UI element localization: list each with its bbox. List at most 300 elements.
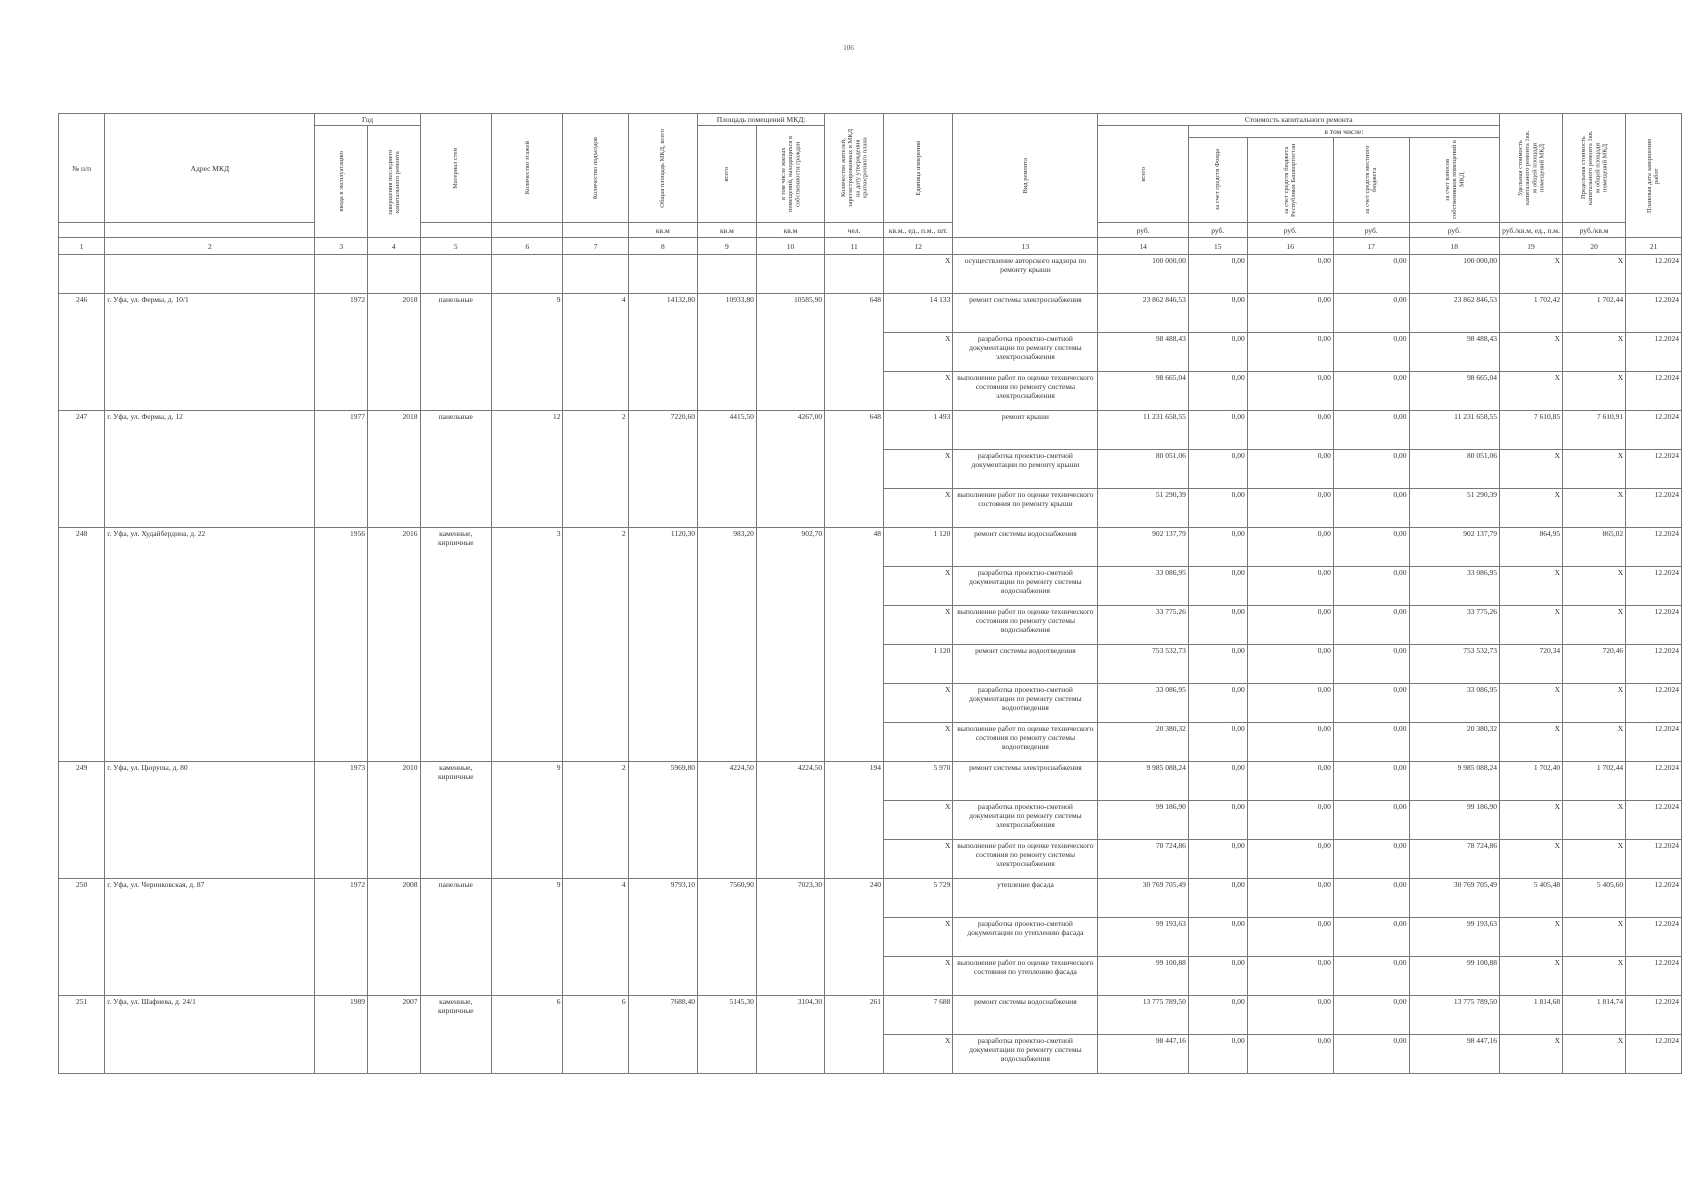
plan-date-cell: 12.2024 — [1626, 294, 1682, 333]
unit-value-cell: X — [884, 255, 953, 294]
address-cell: г. Уфа, ул. Шафиева, д. 24/1 — [105, 996, 315, 1074]
limit-cost-cell: X — [1563, 684, 1626, 723]
floors-cell — [492, 255, 563, 294]
plan-date-cell: 12.2024 — [1626, 450, 1682, 489]
cost-republic-cell: 0,00 — [1247, 567, 1333, 606]
cost-fund-cell: 0,00 — [1188, 450, 1247, 489]
cost-total-cell: 51 290,39 — [1098, 489, 1188, 528]
unit-cell — [420, 223, 491, 238]
area-all-cell: 7560,90 — [698, 879, 757, 996]
header-total-area: Общая площадь МКД, всего — [628, 114, 697, 223]
work-type-cell: ремонт системы электроснабжения — [953, 294, 1098, 333]
cost-owners-cell: 99 186,90 — [1409, 801, 1499, 840]
plan-date-cell: 12.2024 — [1626, 333, 1682, 372]
area-residential-cell: 4224,50 — [756, 762, 824, 879]
cost-fund-cell: 0,00 — [1188, 684, 1247, 723]
cost-local-cell: 0,00 — [1333, 333, 1409, 372]
plan-date-cell: 12.2024 — [1626, 606, 1682, 645]
work-type-cell: выполнение работ по оценке технического состояния по ремонту крыши — [953, 489, 1098, 528]
cost-total-cell: 902 137,79 — [1098, 528, 1188, 567]
unit-cell: руб. — [1333, 223, 1409, 238]
limit-cost-cell: 1 702,44 — [1563, 762, 1626, 801]
row-number: 248 — [59, 528, 105, 762]
cost-fund-cell: 0,00 — [1188, 918, 1247, 957]
specific-cost-cell: X — [1500, 684, 1563, 723]
limit-cost-cell: X — [1563, 723, 1626, 762]
specific-cost-cell: 864,95 — [1500, 528, 1563, 567]
column-number: 9 — [698, 238, 757, 255]
cost-fund-cell: 0,00 — [1188, 879, 1247, 918]
header-wall-material: Материал стен — [420, 114, 491, 223]
cost-fund-cell: 0,00 — [1188, 411, 1247, 450]
limit-cost-cell: 7 610,91 — [1563, 411, 1626, 450]
limit-cost-cell: X — [1563, 606, 1626, 645]
limit-cost-cell: X — [1563, 957, 1626, 996]
unit-value-cell: X — [884, 801, 953, 840]
year-commission-cell: 1956 — [315, 528, 368, 762]
entrances-cell: 2 — [563, 528, 628, 762]
cost-total-cell: 100 000,00 — [1098, 255, 1188, 294]
plan-date-cell: 12.2024 — [1626, 957, 1682, 996]
header-num: № п/п — [59, 114, 105, 223]
cost-total-cell: 33 086,95 — [1098, 567, 1188, 606]
year-repair-cell: 2010 — [368, 762, 421, 879]
column-number: 2 — [105, 238, 315, 255]
table-row — [59, 528, 1682, 567]
residents-cell: 648 — [825, 411, 884, 528]
table-row — [59, 294, 1682, 333]
cost-total-cell: 98 447,16 — [1098, 1035, 1188, 1074]
unit-value-cell: X — [884, 567, 953, 606]
year-commission-cell: 1989 — [315, 996, 368, 1074]
unit-value-cell: X — [884, 606, 953, 645]
cost-fund-cell: 0,00 — [1188, 957, 1247, 996]
cost-republic-cell: 0,00 — [1247, 489, 1333, 528]
cost-owners-cell: 100 000,00 — [1409, 255, 1499, 294]
unit-value-cell: X — [884, 918, 953, 957]
total-area-cell: 7688,40 — [628, 996, 697, 1074]
specific-cost-cell: X — [1500, 957, 1563, 996]
entrances-cell: 2 — [563, 411, 628, 528]
wall-material-cell: каменные, кирпичные — [420, 762, 491, 879]
unit-cell — [563, 223, 628, 238]
cost-total-cell: 9 985 088,24 — [1098, 762, 1188, 801]
unit-cell: руб./кв.м — [1563, 223, 1626, 238]
wall-material-cell: панельные — [420, 879, 491, 996]
cost-owners-cell: 902 137,79 — [1409, 528, 1499, 567]
cost-total-cell: 13 775 789,50 — [1098, 996, 1188, 1035]
cost-total-cell: 80 051,06 — [1098, 450, 1188, 489]
cost-fund-cell: 0,00 — [1188, 567, 1247, 606]
row-number: 249 — [59, 762, 105, 879]
cost-total-cell: 33 775,26 — [1098, 606, 1188, 645]
cost-owners-cell: 11 231 658,55 — [1409, 411, 1499, 450]
header-entrances: Количество подъездов — [563, 114, 628, 223]
header-cost-owners: за счет взносов собственников помещений в МКД — [1409, 138, 1499, 223]
cost-republic-cell: 0,00 — [1247, 957, 1333, 996]
cost-owners-cell: 23 862 846,53 — [1409, 294, 1499, 333]
column-number: 10 — [756, 238, 824, 255]
wall-material-cell: каменные, кирпичные — [420, 528, 491, 762]
specific-cost-cell: X — [1500, 255, 1563, 294]
cost-total-cell: 99 193,63 — [1098, 918, 1188, 957]
column-number: 15 — [1188, 238, 1247, 255]
specific-cost-cell: X — [1500, 1035, 1563, 1074]
cost-local-cell: 0,00 — [1333, 996, 1409, 1035]
address-cell: г. Уфа, ул. Черниковская, д. 87 — [105, 879, 315, 996]
plan-date-cell: 12.2024 — [1626, 996, 1682, 1035]
unit-cell: кв.м — [628, 223, 697, 238]
unit-cell: кв.м., ед., п.м., шт. — [884, 223, 953, 238]
header-work-type: Вид ремонта — [953, 114, 1098, 238]
limit-cost-cell: X — [1563, 918, 1626, 957]
work-type-cell: выполнение работ по оценке технического состояния по утеплению фасада — [953, 957, 1098, 996]
work-type-cell: выполнение работ по оценке технического состояния по ремонту системы водоснабжения — [953, 606, 1098, 645]
work-type-cell: разработка проектно-сметной документации по ремонту системы электроснабжения — [953, 801, 1098, 840]
cost-republic-cell: 0,00 — [1247, 684, 1333, 723]
cost-fund-cell: 0,00 — [1188, 645, 1247, 684]
header-plan-date: Плановая дата завершения работ — [1626, 114, 1682, 238]
limit-cost-cell: 5 405,60 — [1563, 879, 1626, 918]
unit-cell: руб. — [1409, 223, 1499, 238]
work-type-cell: разработка проектно-сметной документации по ремонту системы электроснабжения — [953, 333, 1098, 372]
area-residential-cell: 4267,00 — [756, 411, 824, 528]
total-area-cell: 14132,80 — [628, 294, 697, 411]
specific-cost-cell: X — [1500, 723, 1563, 762]
table-row — [59, 879, 1682, 918]
area-residential-cell: 902,70 — [756, 528, 824, 762]
floors-cell: 3 — [492, 528, 563, 762]
cost-local-cell: 0,00 — [1333, 1035, 1409, 1074]
header-including-subgroup: в том числе: — [1188, 126, 1499, 138]
residents-cell: 194 — [825, 762, 884, 879]
column-number: 11 — [825, 238, 884, 255]
cost-republic-cell: 0,00 — [1247, 723, 1333, 762]
unit-value-cell: X — [884, 1035, 953, 1074]
work-type-cell: выполнение работ по оценке технического состояния по ремонту системы электроснабжения — [953, 372, 1098, 411]
cost-republic-cell: 0,00 — [1247, 918, 1333, 957]
cost-republic-cell: 0,00 — [1247, 879, 1333, 918]
unit-cell — [59, 223, 105, 238]
total-area-cell: 9793,10 — [628, 879, 697, 996]
plan-date-cell: 12.2024 — [1626, 528, 1682, 567]
cost-total-cell: 78 724,86 — [1098, 840, 1188, 879]
wall-material-cell: панельные — [420, 411, 491, 528]
unit-value-cell: X — [884, 333, 953, 372]
header-unit: Единица измерения — [884, 114, 953, 223]
row-number: 251 — [59, 996, 105, 1074]
plan-date-cell: 12.2024 — [1626, 762, 1682, 801]
cost-republic-cell: 0,00 — [1247, 333, 1333, 372]
total-area-cell: 7220,60 — [628, 411, 697, 528]
year-repair-cell: 2018 — [368, 411, 421, 528]
floors-cell: 6 — [492, 996, 563, 1074]
cost-owners-cell: 753 532,73 — [1409, 645, 1499, 684]
header-cost-total: всего — [1098, 126, 1188, 223]
specific-cost-cell: X — [1500, 918, 1563, 957]
unit-value-cell: 5 729 — [884, 879, 953, 918]
header-year-commission: ввода в эксплуатацию — [315, 126, 368, 238]
table-row — [59, 996, 1682, 1035]
table-row — [59, 255, 1682, 294]
work-type-cell: разработка проектно-сметной документации по ремонту системы водоснабжения — [953, 567, 1098, 606]
address-cell — [105, 255, 315, 294]
repair-plan-table — [58, 113, 1682, 1074]
year-commission-cell: 1972 — [315, 294, 368, 411]
cost-owners-cell: 13 775 789,50 — [1409, 996, 1499, 1035]
work-type-cell: выполнение работ по оценке технического состояния по ремонту системы водоотведения — [953, 723, 1098, 762]
header-address: Адрес МКД — [105, 114, 315, 223]
plan-date-cell: 12.2024 — [1626, 801, 1682, 840]
cost-owners-cell: 33 086,95 — [1409, 567, 1499, 606]
cost-owners-cell: 98 488,43 — [1409, 333, 1499, 372]
cost-local-cell: 0,00 — [1333, 840, 1409, 879]
total-area-cell: 5969,80 — [628, 762, 697, 879]
residents-cell: 240 — [825, 879, 884, 996]
limit-cost-cell: 720,46 — [1563, 645, 1626, 684]
work-type-cell: разработка проектно-сметной документации по ремонту крыши — [953, 450, 1098, 489]
cost-owners-cell: 33 086,95 — [1409, 684, 1499, 723]
column-number: 6 — [492, 238, 563, 255]
plan-date-cell: 12.2024 — [1626, 684, 1682, 723]
cost-fund-cell: 0,00 — [1188, 1035, 1247, 1074]
entrances-cell — [563, 255, 628, 294]
header-cost-republic: за счет средств бюджета Республики Башкортостан — [1247, 138, 1333, 223]
cost-owners-cell: 80 051,06 — [1409, 450, 1499, 489]
cost-owners-cell: 98 665,04 — [1409, 372, 1499, 411]
unit-value-cell: 1 120 — [884, 645, 953, 684]
column-number: 13 — [953, 238, 1098, 255]
limit-cost-cell: X — [1563, 255, 1626, 294]
column-number: 21 — [1626, 238, 1682, 255]
cost-republic-cell: 0,00 — [1247, 1035, 1333, 1074]
cost-total-cell: 11 231 658,55 — [1098, 411, 1188, 450]
header-specific-cost: Удельная стоимость капитального ремонта 1кв. м общей площади помещений МКД — [1500, 114, 1563, 223]
cost-total-cell: 99 186,90 — [1098, 801, 1188, 840]
specific-cost-cell: 1 814,68 — [1500, 996, 1563, 1035]
unit-value-cell: 1 493 — [884, 411, 953, 450]
cost-republic-cell: 0,00 — [1247, 645, 1333, 684]
work-type-cell: выполнение работ по оценке технического состояния по ремонту системы электроснабжения — [953, 840, 1098, 879]
cost-total-cell: 98 665,04 — [1098, 372, 1188, 411]
cost-local-cell: 0,00 — [1333, 801, 1409, 840]
unit-cell: кв.м — [698, 223, 757, 238]
cost-fund-cell: 0,00 — [1188, 840, 1247, 879]
cost-owners-cell: 9 985 088,24 — [1409, 762, 1499, 801]
year-repair-cell — [368, 255, 421, 294]
cost-local-cell: 0,00 — [1333, 918, 1409, 957]
work-type-cell: разработка проектно-сметной документации по утеплению фасада — [953, 918, 1098, 957]
cost-owners-cell: 99 100,88 — [1409, 957, 1499, 996]
column-number: 16 — [1247, 238, 1333, 255]
cost-owners-cell: 98 447,16 — [1409, 1035, 1499, 1074]
cost-republic-cell: 0,00 — [1247, 762, 1333, 801]
unit-cell: руб. — [1188, 223, 1247, 238]
row-number: 246 — [59, 294, 105, 411]
cost-total-cell: 33 086,95 — [1098, 684, 1188, 723]
year-repair-cell: 2018 — [368, 294, 421, 411]
cost-owners-cell: 99 193,63 — [1409, 918, 1499, 957]
year-commission-cell — [315, 255, 368, 294]
plan-date-cell: 12.2024 — [1626, 567, 1682, 606]
work-type-cell: разработка проектно-сметной документации по ремонту системы водоснабжения — [953, 1035, 1098, 1074]
cost-fund-cell: 0,00 — [1188, 489, 1247, 528]
cost-republic-cell: 0,00 — [1247, 528, 1333, 567]
column-number: 4 — [368, 238, 421, 255]
plan-date-cell: 12.2024 — [1626, 1035, 1682, 1074]
header-premises-area-group: Площадь помещений МКД: — [698, 114, 825, 126]
unit-value-cell: X — [884, 957, 953, 996]
column-number: 1 — [59, 238, 105, 255]
cost-total-cell: 98 488,43 — [1098, 333, 1188, 372]
limit-cost-cell: X — [1563, 450, 1626, 489]
year-repair-cell: 2016 — [368, 528, 421, 762]
year-commission-cell: 1973 — [315, 762, 368, 879]
unit-cell: руб. — [1098, 223, 1188, 238]
residents-cell: 48 — [825, 528, 884, 762]
cost-republic-cell: 0,00 — [1247, 255, 1333, 294]
table-row — [59, 411, 1682, 450]
cost-local-cell: 0,00 — [1333, 762, 1409, 801]
row-number: 247 — [59, 411, 105, 528]
specific-cost-cell: X — [1500, 801, 1563, 840]
column-number: 5 — [420, 238, 491, 255]
year-repair-cell: 2007 — [368, 996, 421, 1074]
cost-local-cell: 0,00 — [1333, 879, 1409, 918]
unit-cell — [105, 223, 315, 238]
area-all-cell: 983,20 — [698, 528, 757, 762]
specific-cost-cell: X — [1500, 450, 1563, 489]
column-number: 3 — [315, 238, 368, 255]
specific-cost-cell: 1 702,42 — [1500, 294, 1563, 333]
address-cell: г. Уфа, ул. Фермы, д. 10/1 — [105, 294, 315, 411]
area-residential-cell: 3104,30 — [756, 996, 824, 1074]
column-number: 19 — [1500, 238, 1563, 255]
cost-owners-cell: 33 775,26 — [1409, 606, 1499, 645]
limit-cost-cell: 865,02 — [1563, 528, 1626, 567]
header-year-group: Год — [315, 114, 420, 126]
wall-material-cell: панельные — [420, 294, 491, 411]
plan-date-cell: 12.2024 — [1626, 879, 1682, 918]
plan-date-cell: 12.2024 — [1626, 723, 1682, 762]
unit-cell: руб./кв.м, ед., п.м. — [1500, 223, 1563, 238]
cost-local-cell: 0,00 — [1333, 528, 1409, 567]
cost-republic-cell: 0,00 — [1247, 801, 1333, 840]
header-cost-local: за счет средств местного бюджета — [1333, 138, 1409, 223]
column-number: 7 — [563, 238, 628, 255]
cost-fund-cell: 0,00 — [1188, 333, 1247, 372]
cost-republic-cell: 0,00 — [1247, 450, 1333, 489]
specific-cost-cell: 7 610,85 — [1500, 411, 1563, 450]
header-area-all: всего — [698, 126, 757, 223]
column-number: 17 — [1333, 238, 1409, 255]
column-number: 14 — [1098, 238, 1188, 255]
work-type-cell: разработка проектно-сметной документации по ремонту системы водоотведения — [953, 684, 1098, 723]
floors-cell: 9 — [492, 762, 563, 879]
residents-cell — [825, 255, 884, 294]
cost-republic-cell: 0,00 — [1247, 372, 1333, 411]
column-number: 8 — [628, 238, 697, 255]
column-number: 12 — [884, 238, 953, 255]
unit-value-cell: X — [884, 684, 953, 723]
area-all-cell: 5145,30 — [698, 996, 757, 1074]
unit-cell: чел. — [825, 223, 884, 238]
cost-fund-cell: 0,00 — [1188, 996, 1247, 1035]
cost-owners-cell: 51 290,39 — [1409, 489, 1499, 528]
address-cell: г. Уфа, ул. Худайбердина, д. 22 — [105, 528, 315, 762]
header-cost-fund: за счет средств Фонда — [1188, 138, 1247, 223]
cost-owners-cell: 20 380,32 — [1409, 723, 1499, 762]
cost-local-cell: 0,00 — [1333, 372, 1409, 411]
table-row — [59, 762, 1682, 801]
specific-cost-cell: X — [1500, 606, 1563, 645]
total-area-cell: 1120,30 — [628, 528, 697, 762]
specific-cost-cell: 1 702,40 — [1500, 762, 1563, 801]
row-number — [59, 255, 105, 294]
area-all-cell: 10933,80 — [698, 294, 757, 411]
page-number: 106 — [843, 44, 854, 52]
work-type-cell: ремонт системы водоснабжения — [953, 528, 1098, 567]
unit-value-cell: X — [884, 840, 953, 879]
cost-local-cell: 0,00 — [1333, 957, 1409, 996]
unit-value-cell: 1 120 — [884, 528, 953, 567]
area-residential-cell: 7023,30 — [756, 879, 824, 996]
cost-fund-cell: 0,00 — [1188, 255, 1247, 294]
area-all-cell: 4415,50 — [698, 411, 757, 528]
limit-cost-cell: X — [1563, 1035, 1626, 1074]
cost-fund-cell: 0,00 — [1188, 762, 1247, 801]
cost-local-cell: 0,00 — [1333, 723, 1409, 762]
unit-cell — [492, 223, 563, 238]
cost-total-cell: 20 380,32 — [1098, 723, 1188, 762]
cost-local-cell: 0,00 — [1333, 411, 1409, 450]
row-number: 250 — [59, 879, 105, 996]
units-row — [59, 223, 1682, 238]
specific-cost-cell: 720,34 — [1500, 645, 1563, 684]
table-header — [59, 114, 1682, 255]
cost-local-cell: 0,00 — [1333, 489, 1409, 528]
work-type-cell: осуществление авторского надзора по ремонту крыши — [953, 255, 1098, 294]
header-floors: Количество этажей — [492, 114, 563, 223]
cost-owners-cell: 78 724,86 — [1409, 840, 1499, 879]
cost-republic-cell: 0,00 — [1247, 996, 1333, 1035]
entrances-cell: 4 — [563, 879, 628, 996]
wall-material-cell — [420, 255, 491, 294]
specific-cost-cell: X — [1500, 333, 1563, 372]
unit-value-cell: X — [884, 450, 953, 489]
limit-cost-cell: 1 702,44 — [1563, 294, 1626, 333]
column-numbers-row — [59, 238, 1682, 255]
floors-cell: 9 — [492, 294, 563, 411]
unit-value-cell: 5 970 — [884, 762, 953, 801]
specific-cost-cell: X — [1500, 489, 1563, 528]
work-type-cell: утепление фасада — [953, 879, 1098, 918]
plan-date-cell: 12.2024 — [1626, 255, 1682, 294]
cost-local-cell: 0,00 — [1333, 684, 1409, 723]
total-area-cell — [628, 255, 697, 294]
year-commission-cell: 1977 — [315, 411, 368, 528]
cost-total-cell: 753 532,73 — [1098, 645, 1188, 684]
year-commission-cell: 1972 — [315, 879, 368, 996]
unit-cell: руб. — [1247, 223, 1333, 238]
column-number: 20 — [1563, 238, 1626, 255]
work-type-cell: ремонт крыши — [953, 411, 1098, 450]
area-all-cell — [698, 255, 757, 294]
area-residential-cell: 10585,90 — [756, 294, 824, 411]
entrances-cell: 4 — [563, 294, 628, 411]
cost-republic-cell: 0,00 — [1247, 411, 1333, 450]
unit-value-cell: 7 688 — [884, 996, 953, 1035]
